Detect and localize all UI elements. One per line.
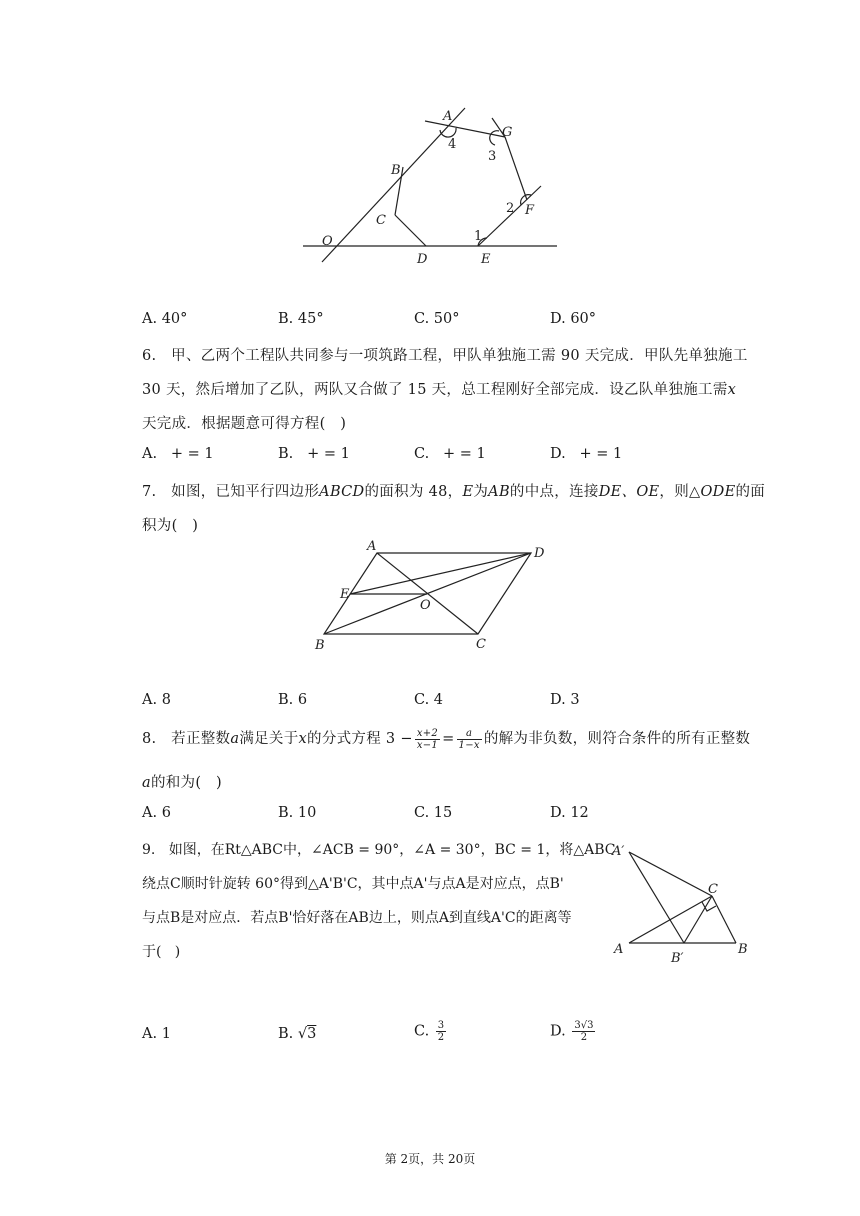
q7-math-de-oe: DE、OE bbox=[598, 484, 660, 500]
q7-math-ab: AB bbox=[488, 484, 510, 500]
fig3-label-B1: B′ bbox=[671, 951, 684, 966]
fig2-label-O: O bbox=[420, 598, 431, 613]
q6-line-1: 6. 甲、乙两个工程队共同参与一项筑路工程，甲队单独施工需 90 天完成．甲队先单独施工 bbox=[142, 348, 748, 364]
q8-math-a2: a bbox=[142, 775, 151, 791]
fig3-label-A: A bbox=[614, 942, 624, 957]
q5-option-d: D. 60° bbox=[550, 311, 597, 327]
q9-option-b-prefix: B. bbox=[278, 1026, 294, 1042]
fig2-label-B: B bbox=[315, 638, 325, 653]
fig2-label-A: A bbox=[367, 539, 377, 554]
q8-fraction-1 bbox=[415, 728, 440, 751]
figure-polygon-angles bbox=[290, 100, 570, 275]
q9-option-c-prefix: C. bbox=[414, 1023, 430, 1040]
q9-option-d-num: 3√3 bbox=[574, 1020, 594, 1031]
fig1-label-C: C bbox=[376, 213, 386, 228]
q9-option-c-num: 3 bbox=[437, 1020, 445, 1031]
fig2-label-D: D bbox=[534, 546, 545, 561]
q8-option-c: C. 15 bbox=[414, 805, 453, 821]
q6-line-3: 天完成．根据题意可得方程( ) bbox=[142, 416, 347, 432]
q9-option-d bbox=[550, 1020, 597, 1043]
q6-option-c: C. + = 1 bbox=[414, 446, 486, 462]
q9-line-1: 9. 如图，在Rt△ABC中，∠ACB = 90°，∠A = 30°，BC = 1，将△ABC bbox=[142, 842, 616, 858]
q7-text-i: ，则△ bbox=[659, 484, 701, 500]
q9-option-d-prefix: D. bbox=[550, 1023, 566, 1040]
q7-math-e: E bbox=[462, 484, 474, 500]
q5-option-c: C. 50° bbox=[414, 311, 460, 327]
fig1-label-2: 2 bbox=[506, 201, 515, 216]
q6-line-2-text: 30 天，然后增加了乙队，两队又合做了 15 天，总工程刚好全部完成．设乙队单独施工需 bbox=[142, 382, 728, 398]
q7-text-a: 7. 如图，已知平行四边形 bbox=[142, 484, 320, 500]
q9-option-c-fraction bbox=[436, 1020, 446, 1043]
q9-option-c bbox=[414, 1020, 448, 1043]
q8-text-line2: 的和为( ) bbox=[150, 775, 222, 791]
sqrt-icon: √ bbox=[297, 1026, 308, 1042]
fig1-label-1: 1 bbox=[474, 229, 483, 244]
q6-option-a: A. + = 1 bbox=[142, 446, 214, 462]
q8-equals: = bbox=[442, 731, 455, 747]
q8-line-2 bbox=[142, 771, 222, 792]
q9-line-2: 绕点C顺时针旋转 60°得到△A'B'C，其中点A'与点A是对应点，点B' bbox=[142, 876, 564, 892]
q7-math-abcd: ABCD bbox=[319, 484, 365, 500]
q8-frac2-num: a bbox=[457, 728, 482, 740]
q9-option-a: A. 1 bbox=[142, 1026, 171, 1042]
q7-option-b: B. 6 bbox=[278, 692, 308, 708]
q7-line-2: 积为( ) bbox=[142, 518, 199, 534]
q7-option-a: A. 8 bbox=[142, 692, 171, 708]
figure-rotation bbox=[605, 835, 765, 970]
q8-frac1-den: x−1 bbox=[416, 739, 439, 751]
fig2-label-C: C bbox=[476, 637, 486, 652]
page-footer: 第 2页，共 20页 bbox=[384, 1152, 476, 1166]
q8-line-1 bbox=[142, 727, 750, 751]
q8-text-e: 的分式方程 3 − bbox=[307, 731, 413, 747]
fig1-label-G: G bbox=[502, 125, 513, 140]
fig1-label-F: F bbox=[525, 203, 535, 218]
q7-option-d: D. 3 bbox=[550, 692, 580, 708]
q7-math-ode: ODE bbox=[700, 484, 736, 500]
q7-text-e: 为 bbox=[473, 484, 489, 500]
q5-option-b: B. 45° bbox=[278, 311, 324, 327]
q8-frac2-den: 1−x bbox=[458, 739, 480, 751]
q9-option-b bbox=[278, 1026, 316, 1042]
fig1-label-E: E bbox=[481, 252, 491, 267]
fig2-label-E: E bbox=[340, 587, 350, 602]
q8-math-a: a bbox=[230, 731, 240, 747]
q8-option-d: D. 12 bbox=[550, 805, 589, 821]
figure-parallelogram bbox=[305, 535, 550, 655]
q8-math-x: x bbox=[298, 731, 308, 747]
q8-text-c: 满足关于 bbox=[239, 731, 299, 747]
fig3-label-C: C bbox=[708, 882, 718, 897]
fig3-label-B: B bbox=[738, 942, 748, 957]
fig1-label-4: 4 bbox=[448, 137, 457, 152]
q8-text-f: 的解为非负数，则符合条件的所有正整数 bbox=[483, 731, 751, 747]
q6-line-2 bbox=[142, 378, 736, 399]
q8-fraction-2 bbox=[457, 728, 482, 751]
q7-text-c: 的面积为 48， bbox=[364, 484, 463, 500]
fig1-label-3: 3 bbox=[488, 149, 497, 164]
q8-text-a: 8. 若正整数 bbox=[142, 731, 231, 747]
fig1-label-O: O bbox=[322, 234, 333, 249]
q7-line-1 bbox=[142, 480, 765, 501]
fig1-label-D: D bbox=[417, 252, 428, 267]
q9-option-d-den: 2 bbox=[580, 1032, 588, 1043]
fig1-label-B: B bbox=[391, 163, 401, 178]
fig3-label-A1: A′ bbox=[612, 844, 625, 859]
q9-option-b-value: 3 bbox=[307, 1026, 317, 1042]
q5-option-a: A. 40° bbox=[142, 311, 188, 327]
fig1-label-A: A bbox=[443, 109, 453, 124]
q6-option-b: B. + = 1 bbox=[278, 446, 350, 462]
q7-text-g: 的中点，连接 bbox=[509, 484, 599, 500]
q7-option-c: C. 4 bbox=[414, 692, 444, 708]
q7-text-k: 的面 bbox=[735, 484, 766, 500]
q9-line-3: 与点B是对应点．若点B'恰好落在AB边上，则点A到直线A'C的距离等 bbox=[142, 910, 572, 926]
q8-option-a: A. 6 bbox=[142, 805, 171, 821]
q6-var-x: x bbox=[727, 382, 737, 398]
q9-line-4: 于( ) bbox=[142, 944, 181, 960]
q9-option-d-fraction bbox=[572, 1020, 595, 1043]
q6-option-d: D. + = 1 bbox=[550, 446, 623, 462]
q8-frac1-num: x+2 bbox=[416, 727, 439, 739]
q9-option-c-den: 2 bbox=[437, 1032, 445, 1043]
q8-option-b: B. 10 bbox=[278, 805, 317, 821]
